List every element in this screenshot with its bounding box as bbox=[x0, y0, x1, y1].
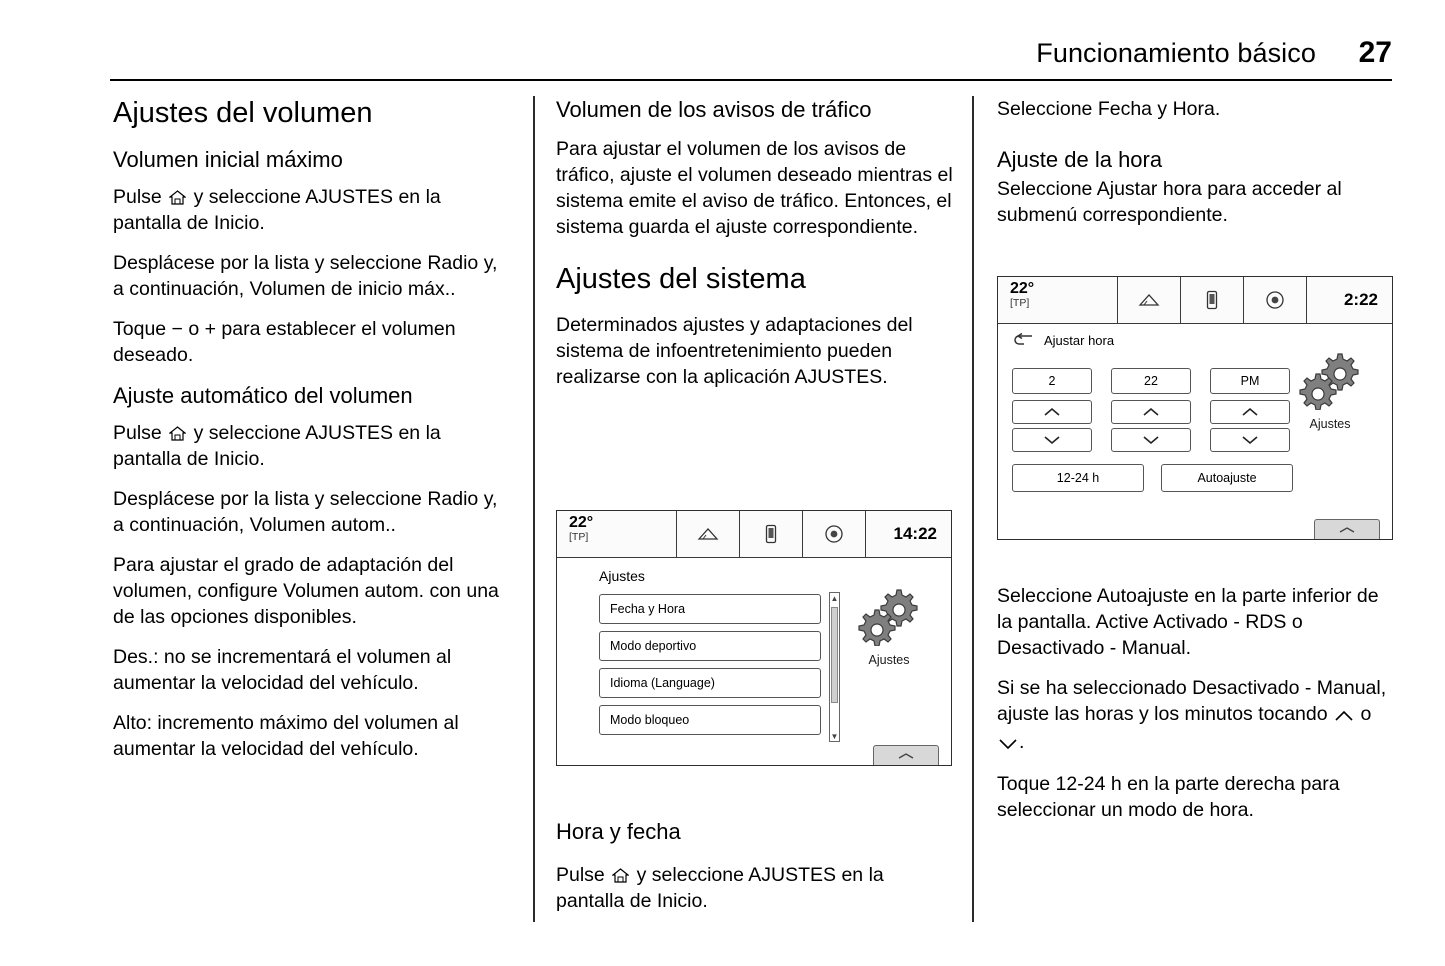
hour-up-button[interactable] bbox=[1012, 400, 1092, 424]
paragraph-c3-1: Seleccione Fecha y Hora. bbox=[997, 98, 1221, 120]
column-3-lower bbox=[997, 583, 1397, 837]
status-bar bbox=[998, 277, 1392, 324]
media-icon[interactable] bbox=[677, 511, 740, 557]
gear-icon bbox=[1294, 348, 1366, 410]
list-item[interactable]: Idioma (Language) bbox=[599, 668, 821, 698]
back-icon[interactable] bbox=[1012, 332, 1034, 348]
phone-icon[interactable] bbox=[1181, 277, 1244, 323]
paragraph-c1-3: Toque − o + para establecer el volumen deseado. bbox=[113, 318, 456, 366]
temperature-display bbox=[998, 277, 1118, 323]
list-scrollbar[interactable] bbox=[829, 592, 840, 742]
phone-icon[interactable] bbox=[740, 511, 803, 557]
paragraph-c1-8: Alto: incremento máximo del volumen al aumentar la velocidad del vehículo. bbox=[113, 712, 459, 760]
tp-indicator: [TP] bbox=[1010, 297, 1030, 309]
column-divider-1 bbox=[533, 96, 535, 922]
text-fragment: y seleccione AJUSTES en la pantalla de Inicio. bbox=[556, 864, 884, 912]
info-icon[interactable] bbox=[803, 511, 866, 557]
home-icon bbox=[169, 190, 186, 205]
text-fragment: Pulse bbox=[556, 864, 605, 886]
settings-gear-graphic bbox=[1282, 348, 1378, 431]
paragraph-c2-3 bbox=[556, 862, 956, 914]
screen-body bbox=[998, 324, 1392, 539]
screen-bottom-handle[interactable] bbox=[873, 745, 939, 765]
text-fragment: y seleccione AJUSTES en la pantalla de Inicio. bbox=[113, 422, 441, 470]
column-3 bbox=[997, 96, 1397, 242]
figure-settings-screen bbox=[556, 510, 952, 766]
text-fragment: o bbox=[1360, 703, 1372, 725]
page-number: 27 bbox=[1358, 36, 1392, 69]
home-icon bbox=[169, 426, 186, 441]
text-fragment: y seleccione AJUSTES en la pantalla de Inicio. bbox=[113, 186, 441, 234]
auto-adjust-button[interactable]: Autoajuste bbox=[1161, 464, 1293, 492]
temperature-display bbox=[557, 511, 677, 557]
paragraph-c3-5: Toque 12-24 h en la parte derecha para seleccionar un modo de hora. bbox=[997, 773, 1340, 821]
page-title: Funcionamiento básico bbox=[1036, 38, 1316, 68]
subheading-auto-volume: Ajuste automático del volumen bbox=[113, 383, 413, 408]
column-2-lower bbox=[556, 818, 956, 928]
subheading-time-date: Hora y fecha bbox=[556, 819, 681, 844]
text-fragment: Si se ha seleccionado Desactivado - Manual, ajuste las horas y los minutos tocando bbox=[997, 677, 1387, 725]
screen-bottom-handle[interactable] bbox=[1314, 519, 1380, 539]
home-icon bbox=[612, 868, 629, 883]
list-item[interactable]: Modo deportivo bbox=[599, 631, 821, 661]
gear-label: Ajustes bbox=[1309, 417, 1351, 431]
list-item[interactable]: Fecha y Hora bbox=[599, 594, 821, 624]
paragraph-c3-4 bbox=[997, 675, 1397, 757]
section-heading-volume: Ajustes del volumen bbox=[113, 97, 373, 129]
screen-body bbox=[557, 558, 951, 765]
paragraph-c1-5: Desplácese por la lista y seleccione Radio y, a continuación, Volumen autom.. bbox=[113, 488, 498, 536]
paragraph-c1-7: Des.: no se incrementará el volumen al aumentar la velocidad del vehículo. bbox=[113, 646, 452, 694]
status-bar bbox=[557, 511, 951, 558]
paragraph-c1-1 bbox=[113, 184, 513, 236]
scroll-thumb[interactable] bbox=[831, 607, 838, 703]
infotainment-screenshot-set-time bbox=[997, 276, 1393, 540]
subheading-time-adjust: Ajuste de la hora bbox=[997, 147, 1163, 172]
temperature-value: 22° bbox=[569, 514, 594, 531]
gear-icon bbox=[853, 584, 925, 646]
screen-title-row bbox=[1002, 332, 1114, 348]
column-1 bbox=[113, 96, 513, 776]
clock-display: 2:22 bbox=[1343, 290, 1378, 309]
paragraph-c1-6: Para ajustar el grado de adaptación del volumen, configure Volumen autom. con una de las opciones disponibles. bbox=[113, 554, 499, 628]
ampm-up-button[interactable] bbox=[1210, 400, 1290, 424]
scroll-up-arrow[interactable]: ▲ bbox=[830, 593, 839, 603]
temperature-value: 22° bbox=[1010, 280, 1035, 297]
screen-title: Ajustes bbox=[599, 568, 645, 584]
paragraph-c2-2: Determinados ajustes y adaptaciones del sistema de infoentretenimiento pueden realizarse con la aplicación AJUSTES. bbox=[556, 314, 913, 388]
paragraph-c1-4 bbox=[113, 420, 513, 472]
tp-indicator: [TP] bbox=[569, 531, 589, 543]
list-item[interactable]: Modo bloqueo bbox=[599, 705, 821, 735]
paragraph-c2-1: Para ajustar el volumen de los avisos de tráfico, ajuste el volumen deseado mientras el sistema emite el aviso de tráfico. Entonces, el sistema guarda el ajuste correspondiente. bbox=[556, 138, 953, 238]
text-fragment: Pulse bbox=[113, 186, 162, 208]
clock-display: 14:22 bbox=[893, 524, 937, 543]
figure-set-time-screen bbox=[997, 276, 1393, 540]
minute-down-button[interactable] bbox=[1111, 428, 1191, 452]
column-2 bbox=[556, 96, 956, 404]
ampm-field[interactable]: PM bbox=[1210, 368, 1290, 394]
info-icon[interactable] bbox=[1244, 277, 1307, 323]
minute-up-button[interactable] bbox=[1111, 400, 1191, 424]
minute-field[interactable]: 22 bbox=[1111, 368, 1191, 394]
media-icon[interactable] bbox=[1118, 277, 1181, 323]
infotainment-screenshot-settings bbox=[556, 510, 952, 766]
hour-field[interactable]: 2 bbox=[1012, 368, 1092, 394]
paragraph-c3-3: Seleccione Autoajuste en la parte inferior de la pantalla. Active Activado - RDS o Desactivado - Manual. bbox=[997, 585, 1379, 659]
subheading-traffic-volume: Volumen de los avisos de tráfico bbox=[556, 97, 872, 122]
header-divider bbox=[110, 79, 1392, 81]
paragraph-c3-2: Seleccione Ajustar hora para acceder al submenú correspondiente. bbox=[997, 178, 1342, 226]
section-heading-system-settings: Ajustes del sistema bbox=[556, 263, 806, 295]
hour-down-button[interactable] bbox=[1012, 428, 1092, 452]
screen-title: Ajustar hora bbox=[1044, 332, 1115, 348]
text-fragment: Pulse bbox=[113, 422, 162, 444]
settings-gear-graphic bbox=[841, 584, 937, 667]
subheading-max-start-volume: Volumen inicial máximo bbox=[113, 147, 343, 172]
text-fragment: . bbox=[1019, 731, 1025, 753]
caret-up-icon bbox=[1333, 703, 1355, 729]
caret-down-icon bbox=[997, 731, 1019, 757]
scroll-down-arrow[interactable]: ▼ bbox=[830, 731, 839, 741]
paragraph-c1-2: Desplácese por la lista y seleccione Radio y, a continuación, Volumen de inicio máx.. bbox=[113, 252, 498, 300]
page-header bbox=[110, 36, 1392, 70]
gear-label: Ajustes bbox=[868, 653, 910, 667]
column-divider-2 bbox=[972, 96, 974, 922]
time-format-button[interactable]: 12-24 h bbox=[1012, 464, 1144, 492]
settings-list bbox=[599, 594, 821, 742]
ampm-down-button[interactable] bbox=[1210, 428, 1290, 452]
